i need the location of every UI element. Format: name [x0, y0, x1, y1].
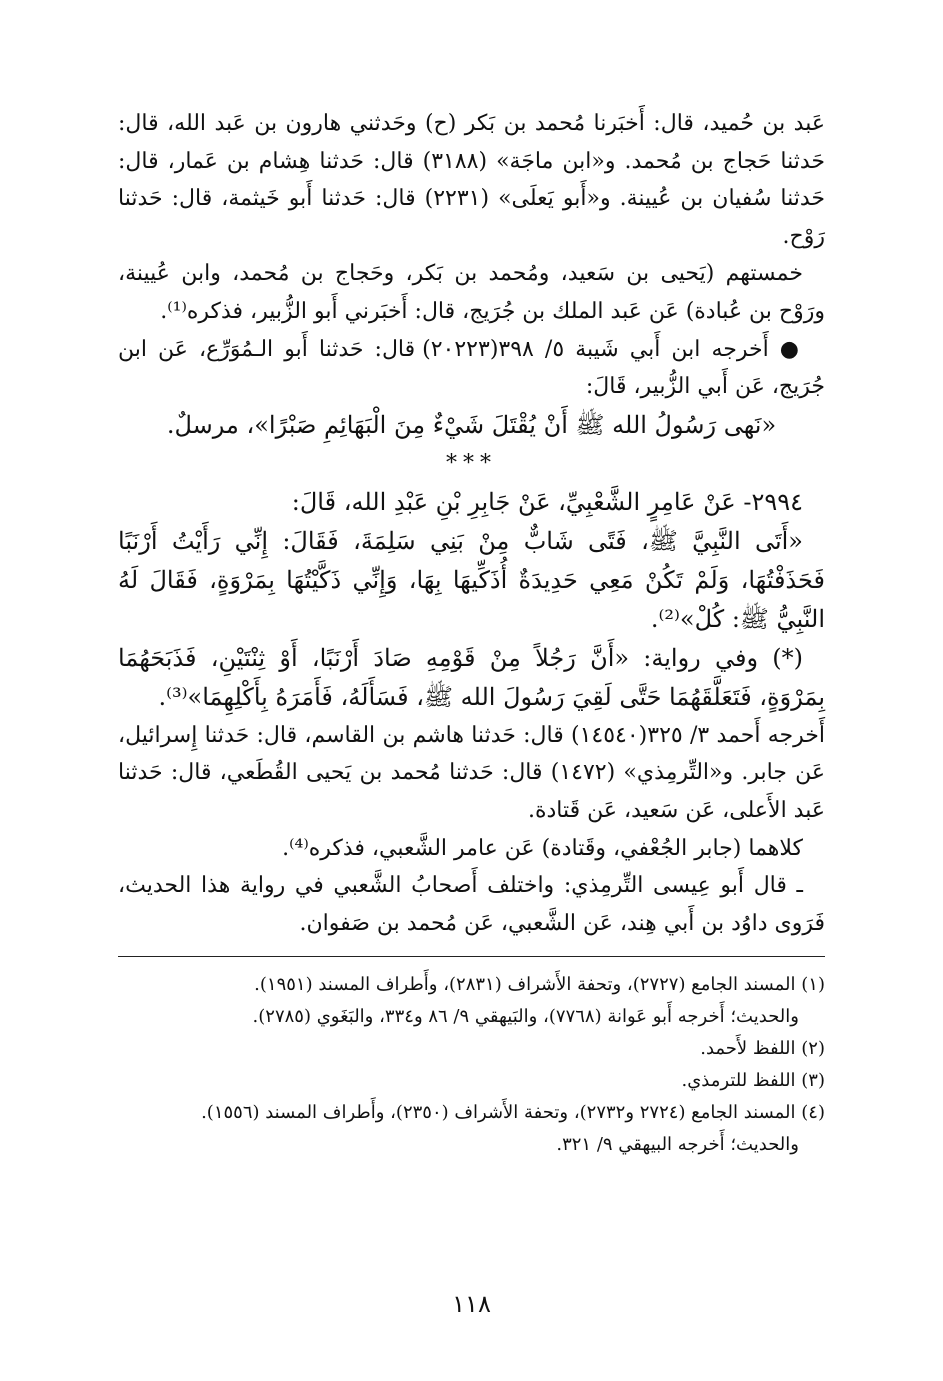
hadith-quote-mursal: «نَهى رَسُولُ الله ﷺ أَنْ يُقْتَلَ شَيْءٌ مِنَ الْبَهَائِمِ صَبْرًا»، مرسلٌ. — [166, 410, 777, 439]
paragraph-takhrij-ahmad: أَخرجه أَحمد ٣/ ٣٢٥(١٤٥٤٠) قال: حَدثنا هاشم بن القاسم، قال: حَدثنا إِسرائيل، عَن جابر. و«التِّرمِذي» (١٤٧٢) قال: حَدثنا مُحمد بن يَحيى القُطَعي، قال: حَدثنا عَبد الأَعلى، عَن سَعيد، عَن قَتادة. — [118, 722, 825, 823]
footnotes — [118, 969, 825, 1161]
footnote-3: (٣) اللفظ للترمذي. — [681, 1070, 825, 1092]
hadith-riwaya: (*) وفي رواية: «أَنَّ رَجُلاً مِنْ قَوْمِهِ صَادَ أَرْنَبًا، أَوْ ثِنْتَيْنِ، فَذَبَحَهُمَا بِمَرْوَةٍ، فَتَعَلَّقَهُمَا حَتَّى لَقِيَ رَسُولَ الله ﷺ، فَسَأَلَهُ، فَأَمَرَهُ بِأَكْلِهِمَا»⁽³⁾. — [118, 643, 825, 711]
hadith-matn: «أَتَى النَّبِيَّ ﷺ، فَتًى شَابٌّ مِنْ بَنِي سَلِمَةَ، فَقَالَ: إِنِّي رَأَيْتُ أَرْنَبًا فَحَذَفْتُهَا، وَلَمْ تَكُنْ مَعِي حَدِيدَةٌ أُذَكِّيهَا بِهَا، وَإِنِّي ذَكَّيْتُهَا بِمَرْوَةٍ، فَقَالَ لَهُ النَّبِيُّ ﷺ: كُلْ»⁽²⁾. — [118, 526, 825, 633]
paragraph-tirmidhi-comment: ـ قال أَبو عِيسى التِّرمِذي: واختلف أَصحابُ الشَّعبي في رواية هذا الحديث، فَرَوى داوُد بن أَبي هِند، عَن الشَّعبي، عَن مُحمد بن صَفوان. — [118, 873, 825, 936]
section-separator: *** — [446, 450, 497, 476]
main-text — [118, 105, 825, 942]
paragraph-takhrij-ibn-abi-shayba: ● أَخرجه ابن أَبي شَيبة ٥/ ٣٩٨(٢٠٢٢٣) قال: حَدثنا أَبو الـمُوَرِّع، عَن ابن جُرَيج، عَن أَبي الزُّبير، قَالَ: — [118, 336, 825, 400]
footnote-1: (١) المسند الجامع (٢٧٢٧)، وتحفة الأَشراف (٢٨٣١)، وأَطراف المسند (١٩٥١). — [254, 974, 825, 996]
footnote-divider — [118, 956, 825, 957]
page-content — [118, 105, 825, 1161]
footnote-4-continued: والحديث؛ أَخرجه البيهقي ٩/ ٣٢١. — [556, 1134, 799, 1156]
paragraph-isnad-2: خمستهم (يَحيى بن سَعيد، ومُحمد بن بَكر، وحَجاج بن مُحمد، وابن عُيينة، ورَوْح بن عُبادة) عَن عَبد الملك بن جُرَيج، قال: أَخبَرني أَبو الزُّبير، فذكره⁽¹⁾. — [118, 261, 825, 324]
paragraph-kilahuma: كلاهما (جابر الجُعْفي، وقَتادة) عَن عامر الشَّعبي، فذكره⁽⁴⁾. — [282, 835, 803, 861]
footnote-2: (٢) اللفظ لأَحمد. — [700, 1038, 825, 1060]
footnote-1-continued: والحديث؛ أَخرجه أَبو عَوانة (٧٧٦٨)، والبَيهقي ٩/ ٨٦ و٣٣٤، والبَغَوي (٢٧٨٥). — [252, 1006, 799, 1028]
hadith-heading-2994: ٢٩٩٤- عَنْ عَامِرٍ الشَّعْبِيِّ، عَنْ جَابِرِ بْنِ عَبْدِ الله، قَالَ: — [291, 487, 803, 516]
paragraph-isnad-1: عَبد بن حُميد، قال: أَخبَرنا مُحمد بن بَكر (ح) وحَدثني هارون بن عَبد الله، قال: حَدثنا حَجاج بن مُحمد. و«ابن ماجَة» (٣١٨٨) قال: حَدثنا هِشام بن عَمار، قال: حَدثنا سُفيان بن عُيينة. و«أَبو يَعلَى» (٢٢٣١) قال: حَدثنا أَبو خَيثمة، قال: حَدثنا رَوْح. — [118, 111, 825, 249]
page-number: ١١٨ — [452, 1290, 491, 1318]
footnote-4: (٤) المسند الجامع (٢٧٢٤ و٢٧٣٢)، وتحفة الأَشراف (٢٣٥٠)، وأَطراف المسند (١٥٥٦). — [201, 1102, 825, 1124]
